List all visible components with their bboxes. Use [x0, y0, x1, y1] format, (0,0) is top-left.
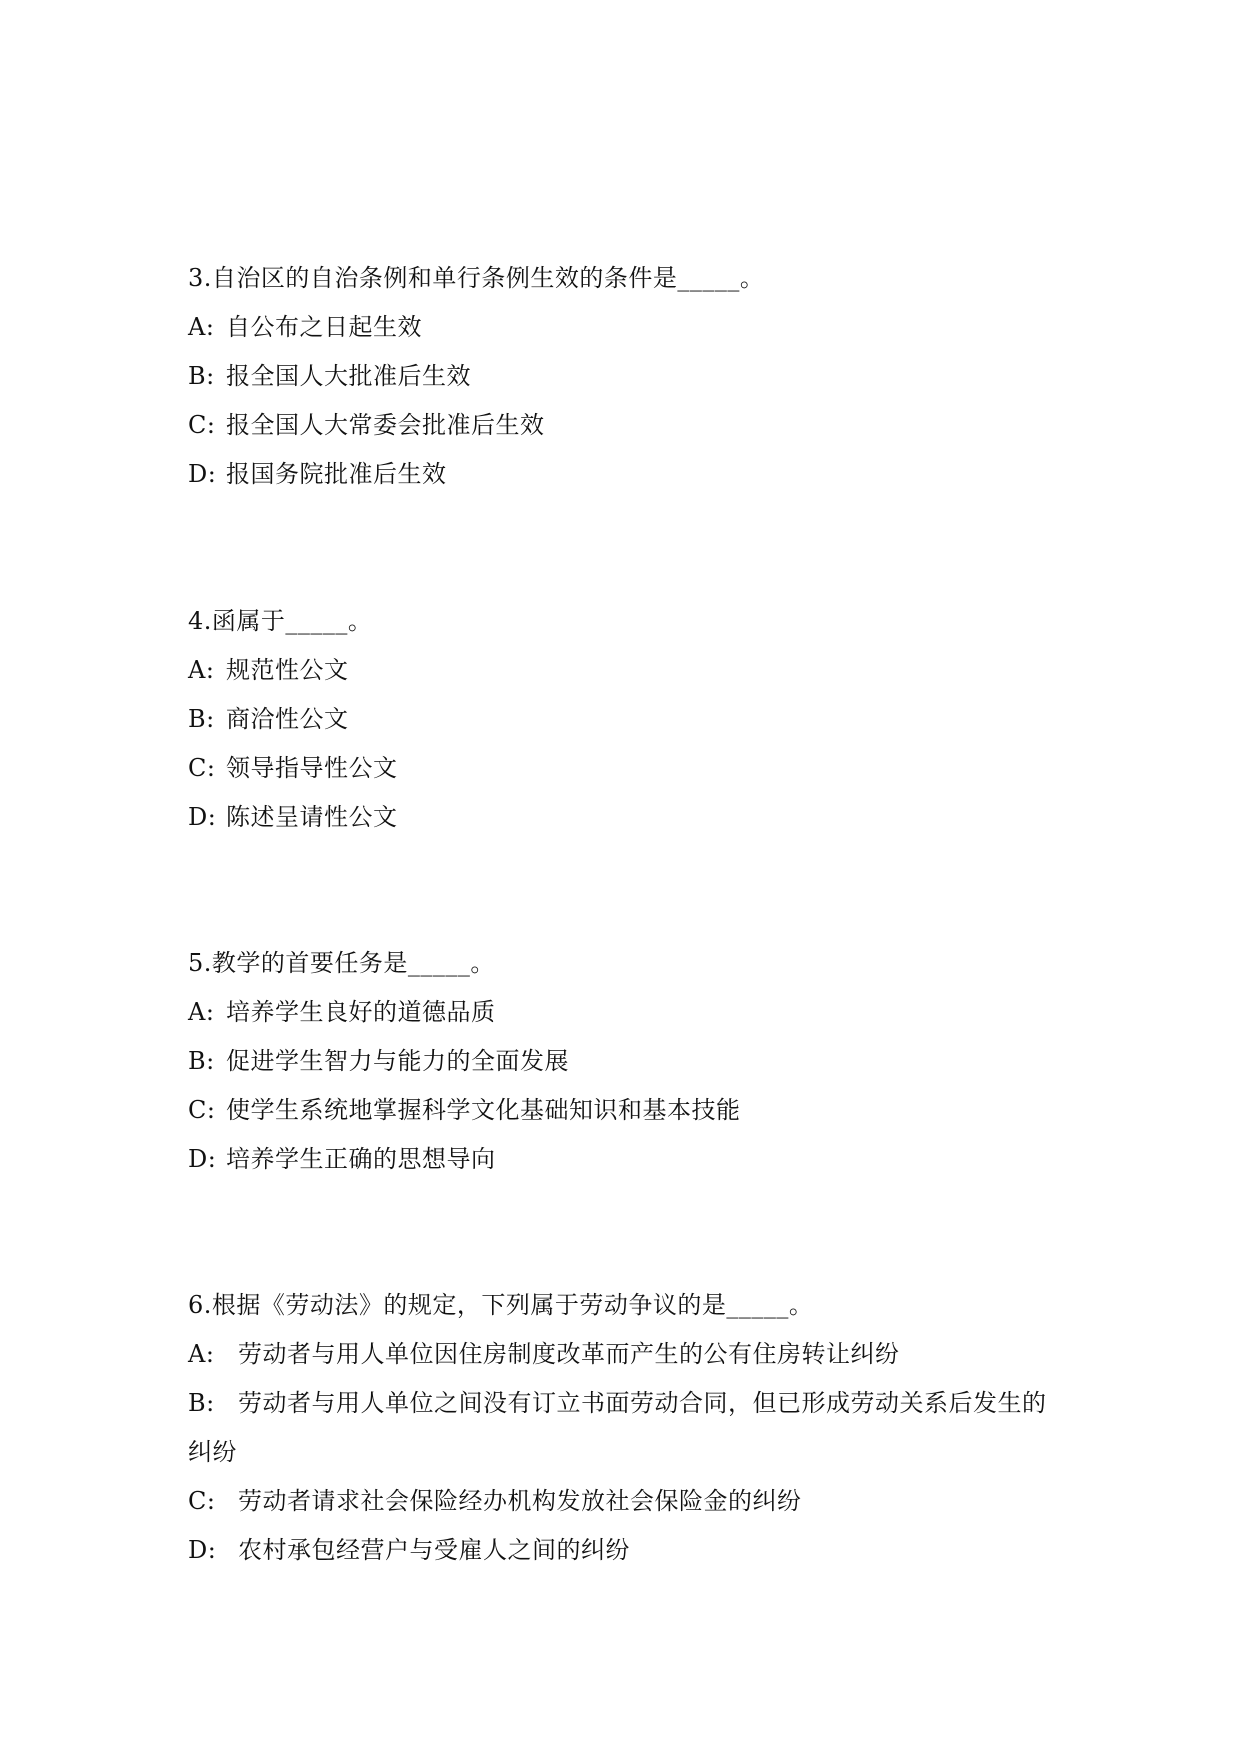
- option-text: 促进学生智力与能力的全面发展: [226, 1047, 569, 1075]
- option-text: 自公布之日起生效: [226, 313, 422, 341]
- option-letter: D:: [188, 803, 217, 831]
- option-text: 陈述呈请性公文: [226, 803, 398, 831]
- option-letter: C:: [188, 754, 216, 782]
- option-text: 领导指导性公文: [226, 754, 398, 782]
- option-c[interactable]: [188, 401, 1068, 450]
- option-text: 报国务院批准后生效: [226, 460, 447, 488]
- option-text: 报全国人大常委会批准后生效: [226, 411, 545, 439]
- option-letter: B:: [188, 705, 215, 733]
- option-a[interactable]: [188, 303, 1068, 352]
- option-letter: C:: [188, 1487, 216, 1515]
- option-c[interactable]: [188, 744, 1068, 793]
- option-text: 报全国人大批准后生效: [226, 362, 471, 390]
- option-letter: B:: [188, 362, 215, 390]
- option-text: 劳动者与用人单位因住房制度改革而产生的公有住房转让纠纷: [238, 1340, 900, 1368]
- option-b[interactable]: [188, 1379, 1068, 1477]
- question-stem: 6.根据《劳动法》的规定，下列属于劳动争议的是_____。: [188, 1291, 814, 1319]
- option-a[interactable]: [188, 1330, 1068, 1379]
- option-text: 劳动者与用人单位之间没有订立书面劳动合同，但已形成劳动关系后发生的纠纷: [188, 1389, 1047, 1466]
- option-c[interactable]: [188, 1086, 1068, 1135]
- option-a[interactable]: [188, 646, 1068, 695]
- option-a[interactable]: [188, 988, 1068, 1037]
- option-text: 劳动者请求社会保险经办机构发放社会保险金的纠纷: [238, 1487, 802, 1515]
- option-letter: A:: [188, 656, 215, 684]
- option-letter: A:: [188, 1340, 215, 1368]
- option-text: 农村承包经营户与受雇人之间的纠纷: [238, 1536, 630, 1564]
- option-b[interactable]: [188, 695, 1068, 744]
- option-d[interactable]: [188, 1135, 1068, 1184]
- question-5: [188, 939, 1068, 1184]
- option-letter: A:: [188, 998, 215, 1026]
- option-d[interactable]: [188, 1526, 1068, 1575]
- option-text: 培养学生正确的思想导向: [226, 1145, 496, 1173]
- option-letter: D:: [188, 1536, 217, 1564]
- option-text: 商洽性公文: [226, 705, 349, 733]
- question-6: [188, 1281, 1068, 1575]
- option-letter: C:: [188, 1096, 216, 1124]
- option-letter: D:: [188, 1145, 217, 1173]
- option-letter: A:: [188, 313, 215, 341]
- option-b[interactable]: [188, 352, 1068, 401]
- question-3: [188, 254, 1068, 499]
- option-letter: D:: [188, 460, 217, 488]
- option-letter: C:: [188, 411, 216, 439]
- question-stem: 3.自治区的自治条例和单行条例生效的条件是_____。: [188, 264, 765, 292]
- option-letter: B:: [188, 1389, 215, 1417]
- option-text: 培养学生良好的道德品质: [226, 998, 496, 1026]
- option-b[interactable]: [188, 1037, 1068, 1086]
- option-text: 规范性公文: [226, 656, 349, 684]
- option-letter: B:: [188, 1047, 215, 1075]
- option-c[interactable]: [188, 1477, 1068, 1526]
- option-d[interactable]: [188, 793, 1068, 842]
- question-stem: 4.函属于_____。: [188, 607, 373, 635]
- option-text: 使学生系统地掌握科学文化基础知识和基本技能: [226, 1096, 741, 1124]
- question-4: [188, 597, 1068, 842]
- option-d[interactable]: [188, 450, 1068, 499]
- question-stem: 5.教学的首要任务是_____。: [188, 949, 495, 977]
